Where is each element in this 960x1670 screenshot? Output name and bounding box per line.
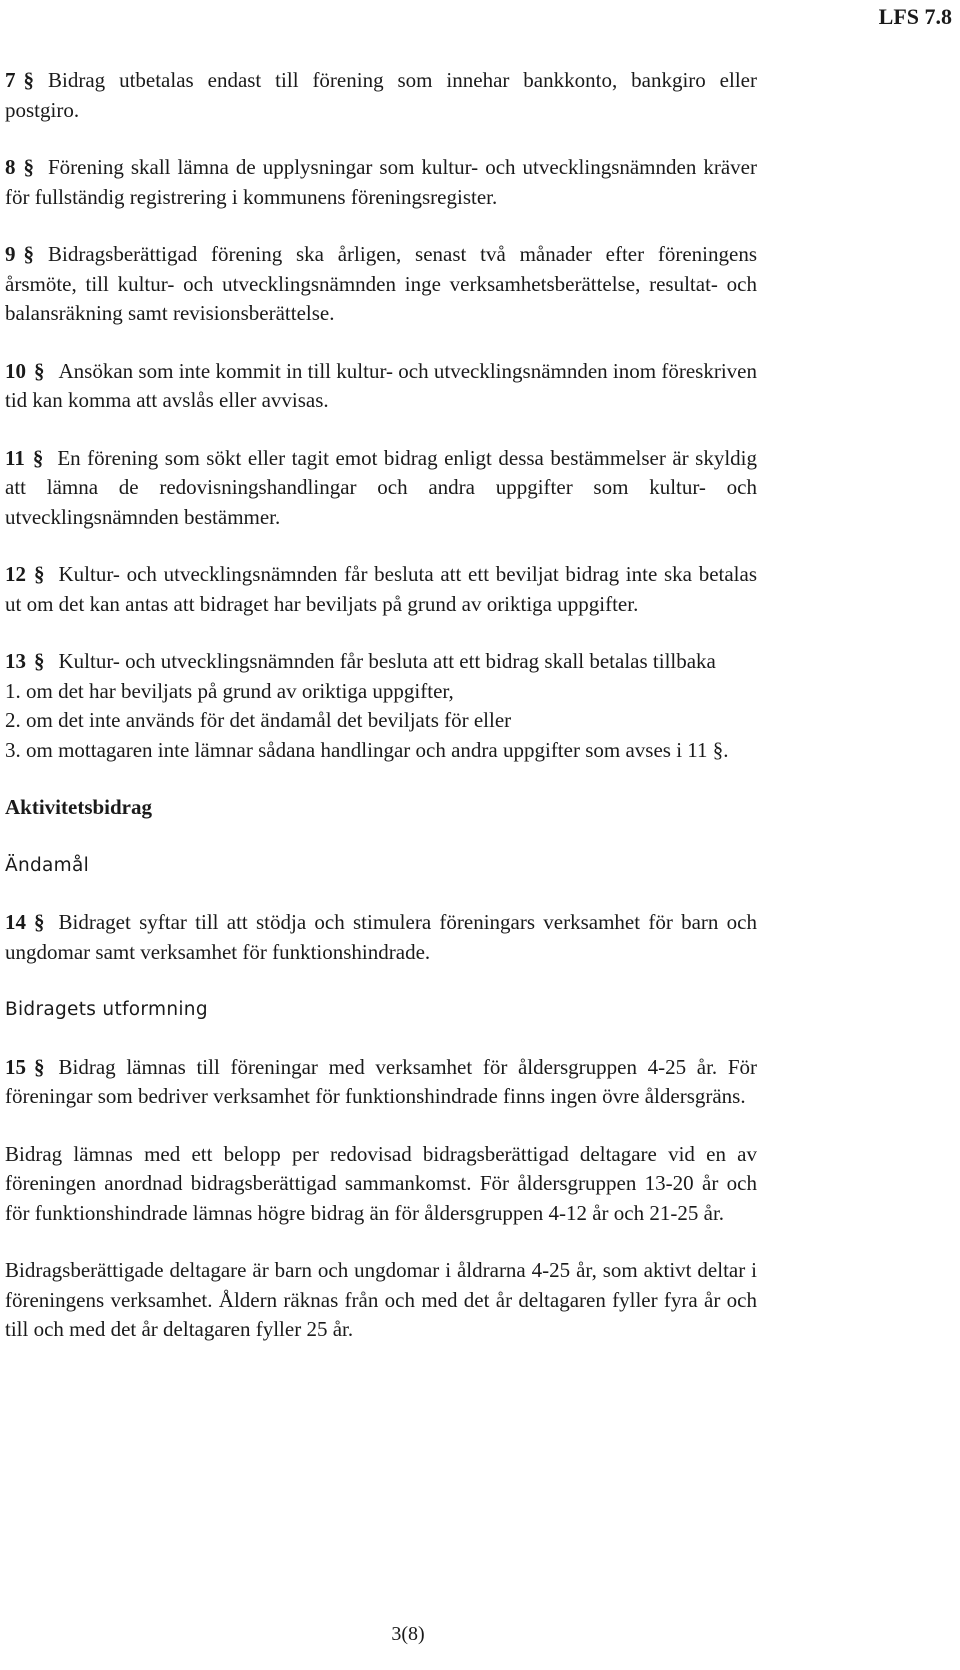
section-10: 10 § Ansökan som inte kommit in till kultur- och utvecklingsnämnden inom föreskriven tid kan komma att avslås eller avvisas.: [5, 358, 757, 412]
section-9: 9 § Bidragsberättigad förening ska årligen, senast två månader efter föreningens årsmöte, till kultur- och utvecklingsnämnden inge verksamhetsberättelse, resultat- och balansräkning samt revisionsberättelse.: [5, 242, 757, 325]
section-15: 15 § Bidrag lämnas till föreningar med verksamhet för åldersgruppen 4-25 år. För föreningar som bedriver verksamhet för funktionshindrade finns ingen övre åldersgräns.: [5, 1054, 757, 1108]
paragraph-participants: Bidragsberättigade deltagare är barn och ungdomar i åldrarna 4-25 år, som aktivt deltar i föreningens verksamhet. Åldern räknas från och med det år deltagaren fyller fyra år och till och med det år deltagaren fyller 25 år.: [5, 1258, 757, 1341]
subheading-purpose: Ändamål: [5, 854, 90, 876]
document-body: [5, 66, 757, 1345]
list-item: 1. om det har beviljats på grund av oriktiga uppgifter,: [5, 678, 454, 703]
subheading-design: Bidragets utformning: [5, 999, 208, 1020]
paragraph-amount: Bidrag lämnas med ett belopp per redovisad bidragsberättigad deltagare vid en av föreningen anordnad bidragsberättigad sammankomst. För åldersgruppen 13-20 år och för funktionshindrade lämnas högre bidrag än för åldersgruppen 4-12 år och 21-25 år.: [5, 1141, 757, 1225]
list-item: 3. om mottagaren inte lämnar sådana handlingar och andra uppgifter som avses i 11 §.: [5, 737, 729, 762]
section-heading: Aktivitetsbidrag: [5, 795, 152, 819]
section-14: 14 § Bidraget syftar till att stödja och stimulera föreningars verksamhet för barn och ungdomar samt verksamhet för funktionshindrade.: [5, 910, 757, 964]
section-12: 12 § Kultur- och utvecklingsnämnden får besluta att ett beviljat bidrag inte ska betalas ut om det kan antas att bidraget har beviljats på grund av oriktiga uppgifter.: [5, 562, 757, 616]
section-7: 7 § Bidrag utbetalas endast till förening som innehar bankkonto, bankgiro eller postgiro.: [5, 68, 757, 122]
document-code: LFS 7.8: [878, 4, 952, 29]
page-number: 3(8): [391, 1623, 425, 1645]
section-13: 13 § Kultur- och utvecklingsnämnden får besluta att ett bidrag skall betalas tillbaka 1. om det har beviljats på grund av oriktiga uppgifter, 2. om det inte används för det ändamål det beviljats för eller 3. om mottagaren inte lämnar sådana handlingar och andra uppgifter som avses i 11 §.: [5, 647, 757, 765]
section-8: 8 § Förening skall lämna de upplysningar som kultur- och utvecklingsnämnden kräver för fullständig registrering i kommunens föreningsregister.: [5, 155, 757, 209]
section-11: 11 § En förening som sökt eller tagit emot bidrag enligt dessa bestämmelser är skyldig att lämna de redovisningshandlingar och andra uppgifter som kultur- och utvecklingsnämnden bestämmer.: [5, 445, 757, 529]
list-item: 2. om det inte används för det ändamål det beviljats för eller: [5, 708, 512, 732]
